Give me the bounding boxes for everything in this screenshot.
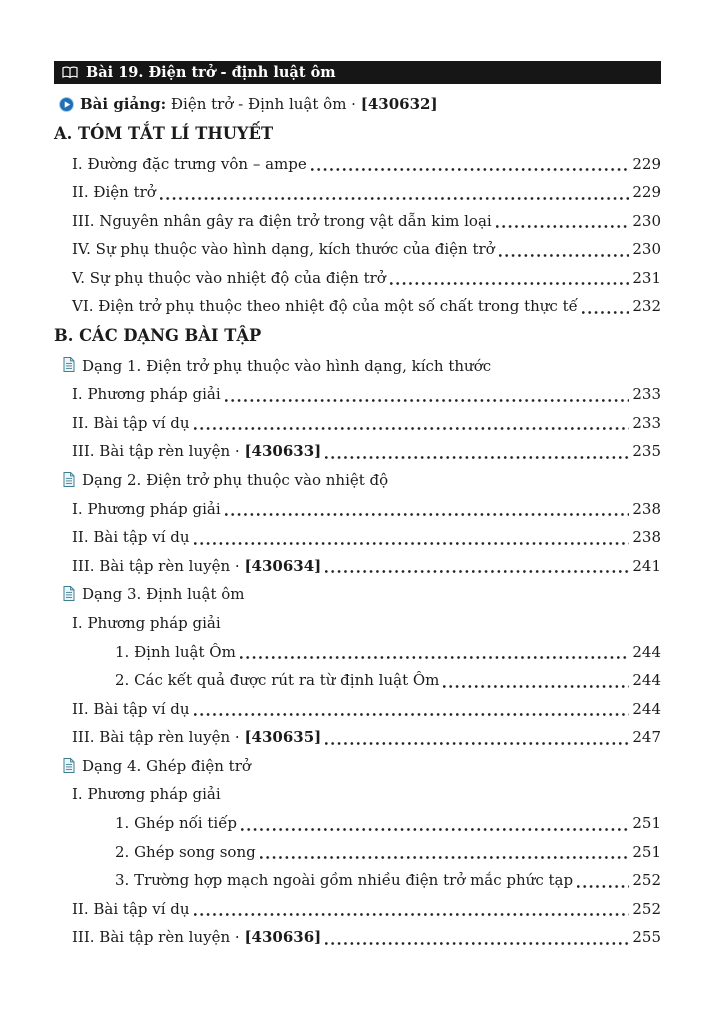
toc-rows: [54, 119, 661, 952]
toc-row: [54, 178, 661, 207]
lesson-header-bar: [54, 61, 661, 84]
dotted-leader: [240, 638, 630, 667]
dotted-leader: [325, 552, 629, 581]
toc-label: Dạng 3. Định luật ôm: [82, 585, 245, 604]
page-number: 251: [632, 842, 661, 861]
page-number: 229: [632, 183, 661, 202]
toc-label: III. Bài tập rèn luyện · [430636]: [72, 928, 322, 947]
page-number: 244: [632, 642, 661, 661]
toc-label: II. Bài tập ví dụ: [72, 899, 190, 918]
toc-label: III. Bài tập rèn luyện · [430633]: [72, 442, 322, 461]
toc-row: [54, 150, 661, 179]
toc-row: [54, 495, 661, 524]
toc-row: [54, 235, 661, 264]
toc-code: [430635]: [244, 728, 322, 747]
lecture-text: [80, 93, 438, 115]
toc-row: [54, 409, 661, 438]
toc-dang-row: [54, 352, 661, 381]
dotted-leader: [577, 866, 629, 895]
toc-dang-row: [54, 752, 661, 781]
toc-row: [54, 809, 661, 838]
toc-label: II. Điện trở: [72, 183, 156, 202]
toc-label: II. Bài tập ví dụ: [72, 699, 190, 718]
toc-label: VI. Điện trở phụ thuộc theo nhiệt độ của một số chất trong thực tế: [72, 297, 578, 316]
dotted-leader: [582, 292, 630, 321]
dotted-leader: [311, 150, 630, 179]
dotted-leader: [260, 838, 630, 867]
page-number: 232: [632, 297, 661, 316]
toc-label: III. Bài tập rèn luyện · [430635]: [72, 728, 322, 747]
page-number: 241: [632, 556, 661, 575]
page-number: 229: [632, 154, 661, 173]
toc-label: Dạng 2. Điện trở phụ thuộc vào nhiệt độ: [82, 470, 389, 489]
toc-row: [54, 609, 661, 638]
dotted-leader: [325, 437, 629, 466]
page-number: 233: [632, 413, 661, 432]
toc-row: [54, 695, 661, 724]
toc-row: [54, 552, 661, 581]
toc-row: [54, 723, 661, 752]
dotted-leader: [160, 178, 630, 207]
lecture-title: Điện trở - Định luật ôm ·: [166, 95, 361, 113]
toc-label: V. Sự phụ thuộc vào nhiệt độ của điện trở: [72, 268, 386, 287]
dotted-leader: [241, 809, 629, 838]
page-number: 244: [632, 699, 661, 718]
page-number: 238: [632, 499, 661, 518]
dotted-leader: [194, 895, 630, 924]
lecture-line: [54, 93, 661, 115]
toc-label: I. Phương pháp giải: [72, 613, 221, 632]
page-number: 233: [632, 385, 661, 404]
toc-label: I. Phương pháp giải: [72, 785, 221, 804]
page-number: 247: [632, 728, 661, 747]
toc-label: I. Đường đặc trưng vôn – ampe: [72, 154, 307, 173]
page-number: 251: [632, 814, 661, 833]
toc-label: 1. Ghép nối tiếp: [115, 814, 238, 833]
page-number: 238: [632, 528, 661, 547]
dotted-leader: [325, 923, 629, 952]
toc-row: [54, 895, 661, 924]
toc-row: [54, 207, 661, 236]
toc-label: IV. Sự phụ thuộc vào hình dạng, kích thước của điện trở: [72, 240, 495, 259]
toc-label: I. Phương pháp giải: [72, 385, 221, 404]
lesson-title: Bài 19. Điện trở - định luật ôm: [86, 64, 336, 81]
lecture-code: [430632]: [360, 95, 438, 113]
page-number: 230: [632, 211, 661, 230]
document-icon: [63, 357, 75, 372]
toc-row: [54, 780, 661, 809]
toc-dang-row: [54, 580, 661, 609]
dotted-leader: [194, 695, 630, 724]
dotted-leader: [499, 235, 630, 264]
toc-label: A. TÓM TẮT LÍ THUYẾT: [54, 124, 274, 143]
dotted-leader: [443, 666, 629, 695]
toc-row: [54, 923, 661, 952]
toc-label: II. Bài tập ví dụ: [72, 528, 190, 547]
toc-label: 2. Ghép song song: [115, 842, 256, 861]
page-number: 255: [632, 928, 661, 947]
toc-row: [54, 264, 661, 293]
dotted-leader: [225, 380, 630, 409]
toc-label: III. Bài tập rèn luyện · [430634]: [72, 556, 322, 575]
toc-row: [54, 437, 661, 466]
dotted-leader: [194, 409, 630, 438]
toc-label: Dạng 1. Điện trở phụ thuộc vào hình dạng, kích thước: [82, 356, 492, 375]
toc-row: [54, 838, 661, 867]
toc-label: 3. Trường hợp mạch ngoài gồm nhiều điện trở mắc phức tạp: [115, 871, 574, 890]
document-icon: [63, 586, 75, 601]
toc-row: [54, 523, 661, 552]
toc-label: III. Nguyên nhân gây ra điện trở trong vật dẫn kim loại: [72, 211, 492, 230]
dotted-leader: [390, 264, 630, 293]
document-icon: [63, 472, 75, 487]
page-number: 252: [632, 871, 661, 890]
page-number: 244: [632, 671, 661, 690]
toc-label: B. CÁC DẠNG BÀI TẬP: [54, 326, 262, 346]
page-number: 230: [632, 240, 661, 259]
toc-row: [54, 666, 661, 695]
dotted-leader: [325, 723, 629, 752]
toc-label: I. Phương pháp giải: [72, 499, 221, 518]
lecture-label: Bài giảng:: [80, 95, 167, 113]
dotted-leader: [194, 523, 630, 552]
dotted-leader: [496, 207, 630, 236]
toc-label: 1. Định luật Ôm: [115, 642, 236, 661]
toc-section-heading: [54, 321, 661, 352]
toc-row: [54, 292, 661, 321]
document-icon: [63, 758, 75, 773]
toc-code: [430636]: [244, 928, 322, 947]
toc-label: II. Bài tập ví dụ: [72, 413, 190, 432]
page-number: 235: [632, 442, 661, 461]
dotted-leader: [225, 495, 630, 524]
toc-code: [430633]: [244, 442, 322, 461]
toc-row: [54, 380, 661, 409]
toc-label: Dạng 4. Ghép điện trở: [82, 756, 251, 775]
toc-row: [54, 866, 661, 895]
toc-code: [430634]: [244, 556, 322, 575]
page-number: 231: [632, 268, 661, 287]
toc-row: [54, 638, 661, 667]
toc-label: 2. Các kết quả được rút ra từ định luật Ôm: [115, 671, 440, 690]
open-book-icon: [62, 66, 78, 79]
page-number: 252: [632, 899, 661, 918]
play-icon: [59, 97, 74, 112]
toc-dang-row: [54, 466, 661, 495]
toc-section-heading: [54, 119, 661, 150]
